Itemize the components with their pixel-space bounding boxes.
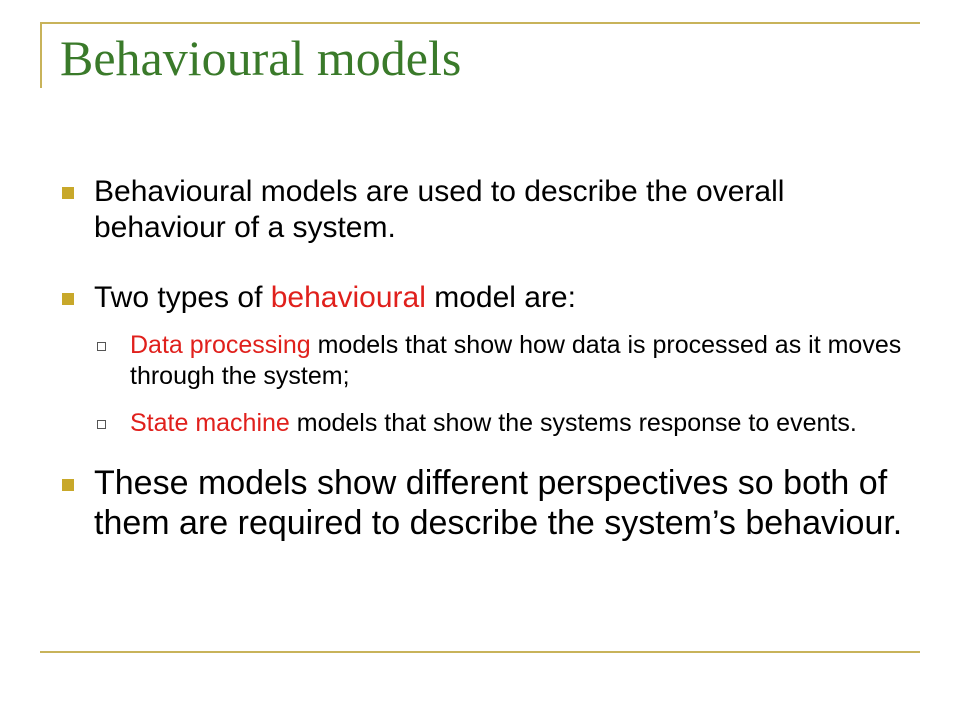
bullet-item — [60, 280, 910, 316]
bullet-text-suffix: model are: — [425, 281, 576, 314]
frame-top-line — [40, 22, 920, 24]
bullet-square-icon — [62, 293, 74, 305]
checkbox-bullet-icon — [97, 342, 106, 351]
sub-bullet-item — [60, 330, 910, 392]
sub-bullet-text: models that show how data is processed as it moves through the system; — [130, 331, 902, 390]
bullet-item — [60, 174, 910, 246]
sub-bullet-item — [60, 408, 910, 439]
bullet-text: These models show different perspectives so both of them are required to describe the system’s behaviour. — [94, 464, 903, 542]
bullet-item — [60, 463, 910, 543]
bullet-list — [60, 174, 910, 543]
bullet-square-icon — [62, 187, 74, 199]
sub-bullet-text: models that show the systems response to events. — [289, 409, 857, 437]
sub-bullet-highlight: Data processing — [130, 331, 311, 359]
frame-left-line — [40, 22, 42, 88]
slide-title: Behavioural models — [60, 30, 462, 86]
bullet-square-icon — [62, 479, 74, 491]
checkbox-bullet-icon — [97, 420, 106, 429]
bullet-text-prefix: Two types of — [94, 281, 271, 314]
frame-bottom-line — [40, 651, 920, 653]
sub-bullet-highlight: State machine — [130, 409, 290, 437]
bullet-highlight: behavioural — [270, 281, 426, 314]
bullet-text: Behavioural models are used to describe the overall behaviour of a system. — [94, 175, 785, 244]
